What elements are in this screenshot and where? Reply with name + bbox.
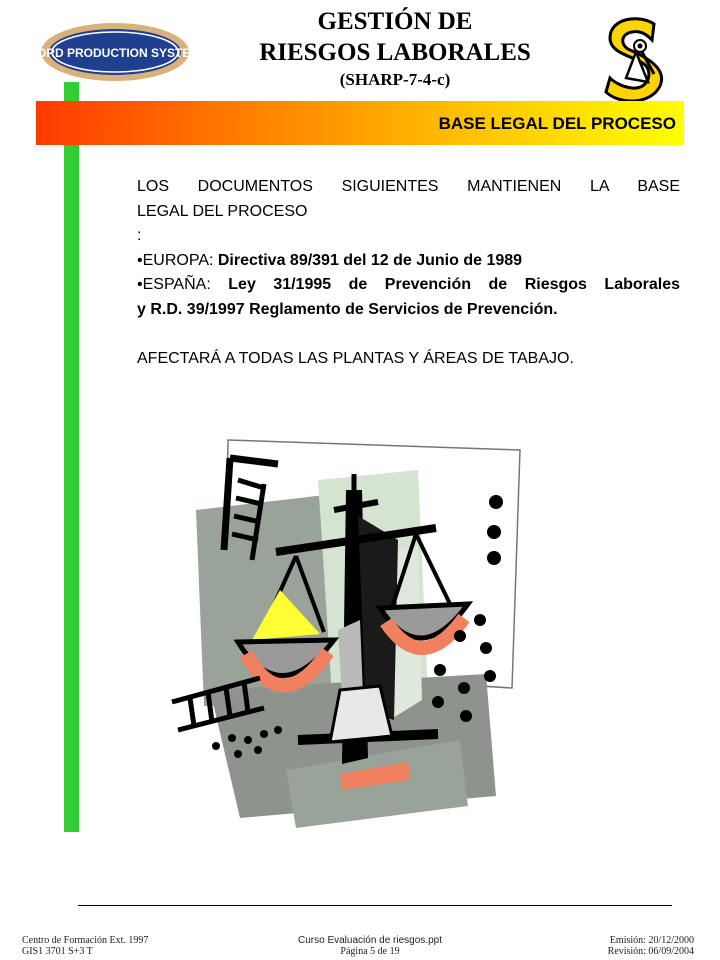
europe-label: •EUROPA: [137, 251, 218, 269]
green-side-bar [64, 82, 79, 832]
title-line-2: RIESGOS LABORALES [259, 39, 531, 66]
section-banner [36, 101, 684, 145]
sharp-s-figure-icon [604, 16, 666, 104]
intro-colon: : [137, 227, 142, 244]
spain-label: •ESPAÑA: [137, 276, 229, 293]
europe-text: Directiva 89/391 del 12 de Junio de 1989 [217, 251, 523, 269]
footer-left-line-2: GIS1 3701 S+3 T [22, 946, 93, 957]
footer-left [22, 935, 148, 957]
europe-item [137, 249, 680, 274]
logo-left-text: FORD PRODUCTION SYSTEM [29, 46, 201, 60]
content-body [137, 175, 680, 371]
banner-title: BASE LEGAL DEL PROCESO [438, 114, 676, 133]
spain-text-line-1: Ley 31/1995 de Prevención de Riesgos Laborales [228, 276, 681, 293]
footer-filename: Curso Evaluación de riesgos.ppt [298, 935, 442, 946]
footer-issue-date: Emisión: 20/12/2000 [609, 935, 694, 946]
spain-item-line-2 [137, 298, 680, 323]
spain-text-line-2: y R.D. 39/1997 Reglamento de Servicios de Prevención. [137, 300, 558, 318]
spain-item-line-1 [137, 273, 680, 298]
footer-page-number: Página 5 de 19 [340, 946, 400, 957]
scales-of-justice-icon [168, 440, 528, 830]
title-line-1: GESTIÓN DE [317, 8, 473, 35]
footer-right [560, 935, 694, 957]
intro-line-2: LEGAL DEL PROCESO [137, 202, 308, 220]
footer-center [260, 935, 480, 957]
footer-revision-date: Revisión: 06/09/2004 [607, 946, 694, 957]
footer-left-line-1: Centro de Formación Ext. 1997 [22, 935, 149, 946]
footer-rule [78, 905, 672, 906]
closing-statement: AFECTARÁ A TODAS LAS PLANTAS Y ÁREAS DE TABAJO. [137, 349, 574, 367]
title-code: (SHARP-7-4-c) [339, 70, 451, 89]
ford-production-system-logo [29, 22, 201, 82]
page-title [220, 6, 570, 92]
intro-line-1: LOS DOCUMENTOS SIGUIENTES MANTIENEN LA BASE [137, 178, 680, 195]
